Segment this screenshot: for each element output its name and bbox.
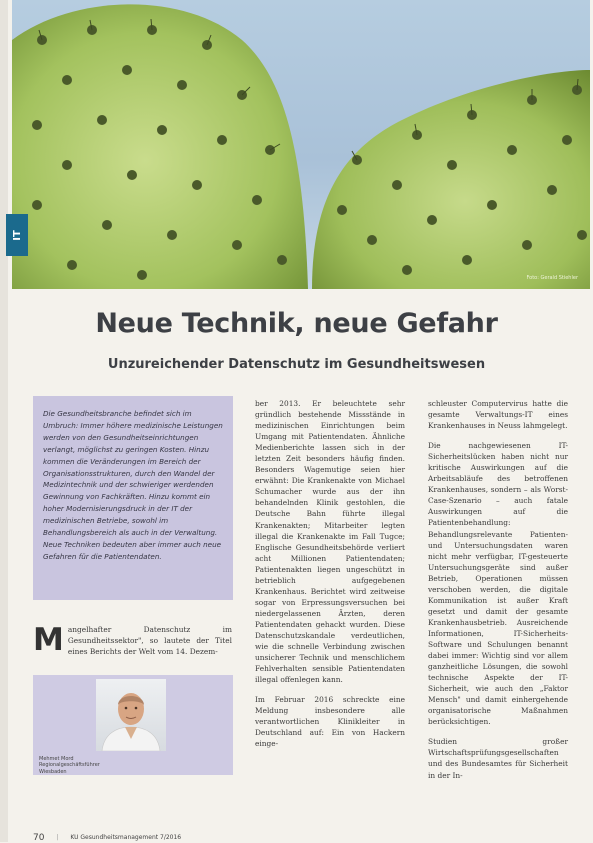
page-number: 70: [33, 833, 45, 843]
column-3-paragraph: Studien großer Wirtschaftsprüfungsgesellschaften und des Bundesamtes für Sicherheit in der In-: [428, 737, 568, 780]
drop-cap: M: [33, 622, 64, 658]
column-2-paragraph: ber 2013. Er beleuchtete sehr gründlich bestehende Missstände in medizinischen Einrichtungen beim Umgang mit Patientendaten. Ähnliche Medienberichte lassen sich in der letzten Zeit besonders häufig finden. Besonders Wagemutige seien hier erwähnt: Die Krankenakte von Michael Schumacher wurde aus der ihn behandelnden Klinik gestohlen, die Deutsche Bahn führte illegal Krankenakten; Mitarbeiter legten illegal die Krankenakte im Fall Tugce; Englische Gesundheitsbehörde verliert acht Millionen Patientendaten; Patientenakten liegen ungeschützt in betrieblich aufgegebenen Krankenhaus. Berichtet wird zeitweise sogar von Erpressungsversuchen bei niedergelassenen Ärzten, deren Patientendaten gehackt wurden. Diese Datenschutzskandale verdeutlichen, wie die schnelle Verbindung zwischen unsicherer Technik und menschlichem Fehlverhalten sensible Patientendaten illegal offenlegen kann.: [255, 399, 405, 685]
author-role: Regionalgeschäftsführer: [39, 762, 100, 769]
article-headline: Neue Technik, neue Gefahr: [95, 308, 498, 339]
column-3: [428, 398, 568, 781]
lead-text: Die Gesundheitsbranche befindet sich im Umbruch: Immer höhere medizinische Leistungen werden von den Gesundheitseinrichtungen verlangt, möglichst zu geringen Kosten. Hinzu kommen die Veränderungen im Bereich der Organisationsstrukturen, durch den Wandel der Medizintechnik und der schwieriger werdenden Gewinnung von Fachkräften. Hinzu kommt ein hoher Modernisierungsdruck in der IT der medizinischen Betriebe, sowohl im Behandlungsbereich als auch in der Verwaltung. Neue Techniken bedeuten aber immer auch neue Gefahren für die Patientendaten.: [43, 409, 223, 561]
column-3-paragraph: Die nachgewiesenen IT-Sicherheitslücken haben nicht nur kritische Auswirkungen auf die Arbeitsabläufe des betroffenen Krankenhauses, sondern – als Worst-Case-Szenario – auch fatale Auswirkungen auf die Patientenbehandlung: Behandlungsrelevante Patienten- und Untersuchungsdaten waren nicht mehr verfügbar, IT-gesteuerte Untersuchungsgeräte sind außer Betrieb, Operationen müssen verschoben werden, die digitale Kommunikation ist außer Kraft gesetzt und damit der gesamte Krankenhausbetrieb. Ausreichende Informationen, IT-Sicherheits-Software und Schulungen benannt dabei immer: Wichtig sind vor allem ganzheitliche Lösungen, die sowohl technische Aspekte der IT-Sicherheit, wie auch den „Faktor Mensch" und damit einhergehende organisatorische Maßnahmen berücksichtigen.: [428, 441, 568, 727]
section-label: IT: [11, 229, 23, 241]
section-tab: [6, 214, 28, 256]
column-1: [33, 624, 232, 657]
photo-credit: Foto: Gerald Stiehler: [526, 275, 578, 281]
author-info: [39, 756, 189, 775]
cactus-illustration: [12, 0, 590, 289]
author-box: [33, 675, 233, 775]
intro-text: angelhafter Datenschutz im Gesundheitssektor", so lautete der Titel eines Berichts der Welt vom 14. Dezem-: [67, 625, 232, 657]
column-2: [255, 398, 405, 749]
publication-name: KU Gesundheitsmanagement 7/2016: [70, 834, 182, 841]
page-edge: [0, 0, 8, 842]
footer-separator: |: [56, 834, 59, 841]
column-3-paragraph: schleuster Computervirus hatte die gesamte Verwaltungs-IT eines Krankenhauses in Neuss lahmgelegt.: [428, 399, 568, 431]
author-photo: [96, 679, 166, 751]
hero-photo: [12, 0, 590, 289]
article-subheadline: Unzureichender Datenschutz im Gesundheitswesen: [107, 357, 486, 372]
author-name: Mehmet Mord: [39, 756, 74, 762]
intro-paragraph: [33, 624, 232, 657]
author-city: Wiesbaden: [39, 768, 67, 775]
column-2-paragraph: Im Februar 2016 schreckte eine Meldung insbesondere alle verantwortlichen Klinikleiter in Deutschland auf: Ein von Hackern einge-: [255, 695, 405, 749]
lead-box: [33, 396, 233, 600]
